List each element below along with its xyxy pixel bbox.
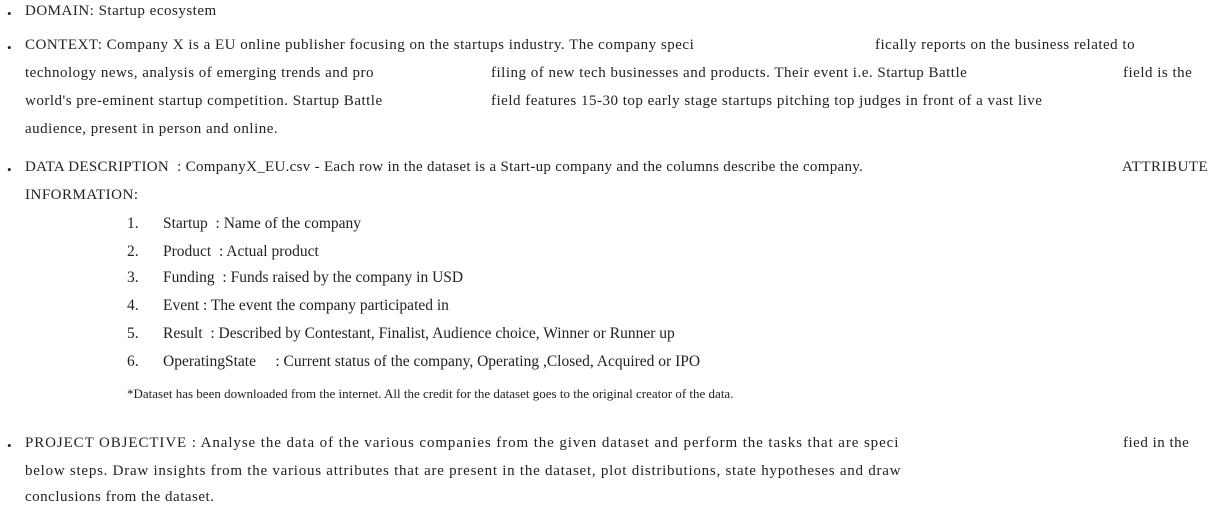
list-item-number: 5.: [127, 325, 139, 342]
data-description-line-2: INFORMATION:: [25, 187, 139, 203]
list-item-number: 1.: [127, 215, 139, 232]
context-line-2c: field is the: [1123, 65, 1193, 81]
objective-line-1a: PROJECT OBJECTIVE : Analyse the data of the various companies from the given dataset and perform the tasks that are speci: [25, 435, 900, 451]
objective-line-1b: fied in the: [1123, 435, 1190, 451]
list-item-number: 3.: [127, 269, 139, 286]
list-item-number: 6.: [127, 353, 139, 370]
context-line-1b: fically reports on the business related to: [875, 37, 1136, 53]
data-description-line-1a: DATA DESCRIPTION : CompanyX_EU.csv - Each row in the dataset is a Start-up company and the columns describe the company.: [25, 159, 864, 175]
context-line-3b: field features 15-30 top early stage startups pitching top judges in front of a vast live: [491, 93, 1043, 109]
context-line-3a: world's pre-eminent startup competition. Startup Battle: [25, 93, 383, 109]
context-line-2b: filing of new tech businesses and products. Their event i.e. Startup Battle: [491, 65, 968, 81]
data-description-line-1b: ATTRIBUTE: [1122, 159, 1209, 175]
objective-line-3: conclusions from the dataset.: [25, 489, 215, 505]
list-item: Product : Actual product: [163, 243, 319, 260]
list-item: OperatingState : Current status of the company, Operating ,Closed, Acquired or IPO: [163, 353, 701, 370]
context-line-2a: technology news, analysis of emerging trends and pro: [25, 65, 374, 81]
dataset-credit-note: *Dataset has been downloaded from the internet. All the credit for the dataset goes to the original creator of the data.: [127, 386, 734, 401]
list-item: Result : Described by Contestant, Finalist, Audience choice, Winner or Runner up: [163, 325, 675, 342]
list-item: Startup : Name of the company: [163, 215, 362, 232]
list-item-number: 4.: [127, 297, 139, 314]
context-line-4: audience, present in person and online.: [25, 121, 279, 137]
domain-line: DOMAIN: Startup ecosystem: [25, 3, 217, 19]
list-item: Funding : Funds raised by the company in USD: [163, 269, 464, 286]
bullet-icon: •: [7, 162, 12, 177]
context-line-1a: CONTEXT: Company X is a EU online publisher focusing on the startups industry. The company speci: [25, 37, 695, 53]
list-item-number: 2.: [127, 243, 139, 260]
list-item: Event : The event the company participated in: [163, 297, 449, 314]
bullet-icon: •: [7, 6, 12, 21]
bullet-icon: •: [7, 438, 12, 453]
objective-line-2: below steps. Draw insights from the various attributes that are present in the dataset, plot distributions, state hypotheses and draw: [25, 463, 902, 479]
bullet-icon: •: [7, 40, 12, 55]
